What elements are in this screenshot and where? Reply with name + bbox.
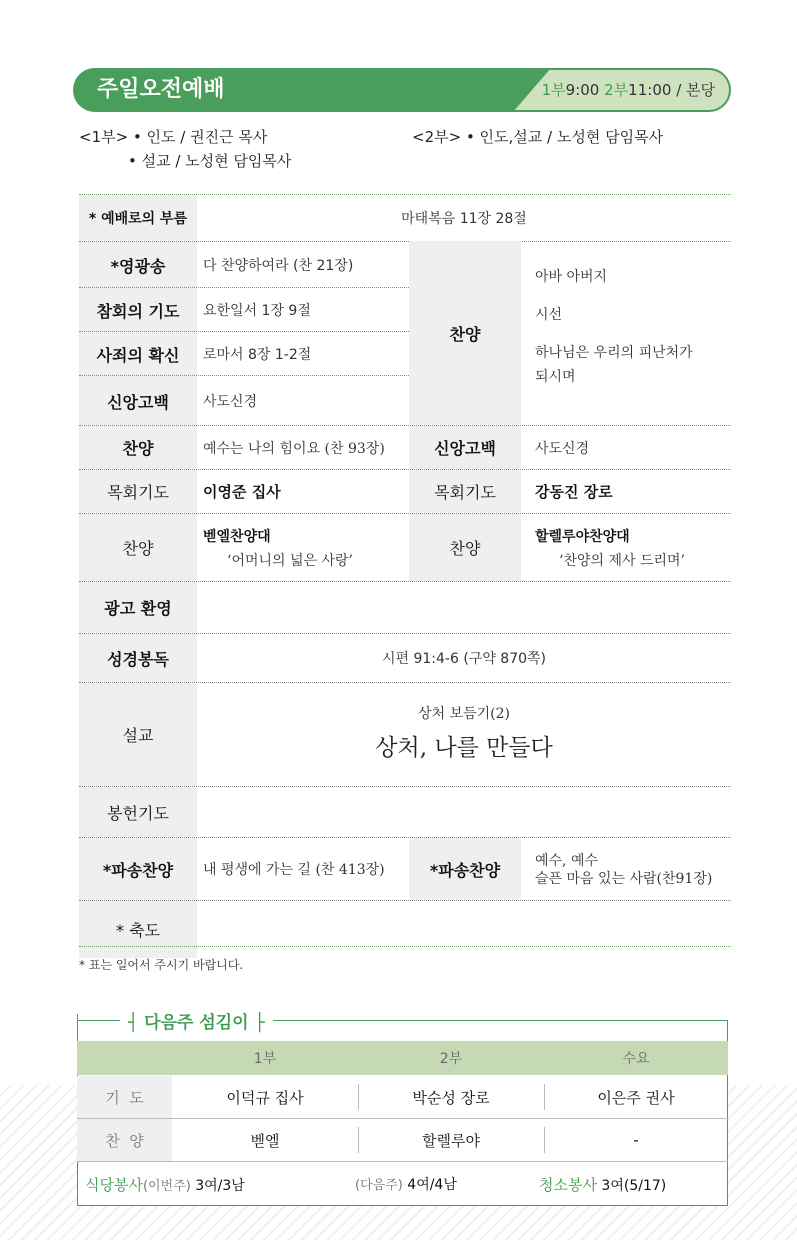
praise-songs [535, 265, 693, 389]
row-choir [79, 513, 731, 581]
choir1 [203, 526, 353, 570]
send2-line2: 슬픈 마음 있는 사람(찬91장) [535, 871, 713, 887]
value-send2 [535, 852, 712, 888]
row-creed [79, 375, 409, 426]
label-praise: 찬 양 [77, 1119, 172, 1161]
cleaning-duty [539, 1174, 666, 1195]
next-week-title-text: 다음주 섬김이 [144, 1013, 249, 1033]
praise-wednesday: - [633, 1131, 639, 1149]
praise-part2: 할렐루야 [422, 1131, 480, 1150]
row-pastoral [79, 469, 731, 513]
label-scripture: 성경봉독 [79, 634, 197, 682]
row-ads [79, 581, 731, 633]
song-3-cont: 되시며 [535, 369, 576, 385]
song-3: 하나님은 우리의 피난처가 [535, 345, 693, 361]
value-creed2: 사도신경 [535, 440, 590, 457]
label-benediction: * 축도 [79, 901, 197, 958]
value-pastoral2: 강동진 장로 [535, 483, 613, 501]
row-benediction [79, 900, 731, 958]
value-scripture: 시편 91:4-6 (구약 870쪽) [381, 651, 546, 667]
header-divider [513, 68, 551, 112]
service-header [73, 68, 731, 112]
part2-time: 11:00 [628, 81, 672, 99]
praise-block [79, 241, 731, 425]
label-creed: 신앙고백 [79, 376, 197, 426]
col-wednesday: 수요 [622, 1051, 650, 1067]
song-2: 시선 [535, 307, 563, 323]
label-call: * 예배로의 부름 [79, 195, 197, 241]
choir2 [535, 526, 685, 570]
order-bottom-line [79, 946, 731, 947]
label-repent: 참회의 기도 [79, 288, 197, 332]
prayer-wednesday: 이은주 권사 [597, 1088, 675, 1107]
sermon-series: 상처 보듬기(2) [418, 706, 510, 722]
label-ads: 광고 환영 [79, 582, 197, 633]
label-send1: *파송찬양 [79, 838, 197, 900]
row-offering [79, 786, 731, 837]
value-absolution: 로마서 8장 1-2절 [203, 347, 312, 363]
label-hymn: 찬양 [79, 426, 197, 469]
service-title: 주일오전예배 [73, 68, 513, 112]
choir1-song: ‘어머니의 넓은 사랑’ [227, 553, 353, 569]
cleaning-value: 3여(5/17) [601, 1178, 667, 1194]
sermon-title: 상처, 나를 만들다 [375, 735, 553, 761]
part1-sermon: • 설교 / 노성현 담임목사 [128, 152, 292, 170]
label-offering: 봉헌기도 [79, 787, 197, 837]
cleaning-label: 청소봉사 [539, 1176, 597, 1194]
label-absolution: 사죄의 확신 [79, 332, 197, 376]
row-sermon [79, 682, 731, 786]
label-prayer: 기 도 [77, 1076, 172, 1118]
row-hymn [79, 425, 731, 469]
row-absolution [79, 331, 409, 376]
value-call: 마태복음 11장 28절 [401, 211, 527, 227]
part1-leader: <1부> • 인도 / 권진근 목사 [79, 128, 268, 146]
choir1-name: 벧엘찬양대 [203, 529, 271, 545]
row-call [79, 194, 731, 241]
value-pastoral1: 이영준 집사 [203, 483, 281, 501]
col-part1: 1부 [253, 1051, 277, 1067]
box-corner [77, 1014, 78, 1026]
part2-label: 2부 [604, 81, 629, 99]
label-sermon: 설교 [79, 683, 197, 786]
part2-leader: <2부> • 인도,설교 / 노성현 담임목사 [412, 128, 664, 146]
part1-time: 9:00 [565, 81, 600, 99]
value-repent: 요한일서 1장 9절 [203, 303, 311, 319]
order-of-worship [79, 194, 731, 241]
prayer-part2: 박순성 장로 [412, 1088, 490, 1107]
standing-note: * 표는 일어서 주시기 바랍니다. [79, 958, 244, 972]
song-1: 아바 아버지 [535, 269, 608, 285]
value-hymn: 예수는 나의 힘이요 (찬 93장) [203, 440, 385, 457]
label-praise-mid: 찬양 [409, 241, 521, 425]
label-choir1: 찬양 [79, 514, 197, 581]
label-pastoral2: 목회기도 [409, 470, 521, 513]
part1-label: 1부 [541, 81, 566, 99]
kitchen-label: 식당봉사 [85, 1176, 143, 1194]
next-week-label: (다음주) [355, 1178, 403, 1193]
choir2-song: ‘찬양의 제사 드리며’ [559, 553, 685, 569]
label-pastoral1: 목회기도 [79, 470, 197, 513]
row-prayer [77, 1076, 728, 1119]
value-creed: 사도신경 [203, 394, 258, 410]
row-praise [77, 1119, 728, 1162]
label-glory: *영광송 [79, 242, 197, 288]
label-creed2: 신앙고백 [409, 426, 521, 469]
location: / 본당 [676, 81, 715, 99]
row-repent [79, 287, 409, 332]
value-send1: 내 평생에 가는 길 (찬 413장) [203, 862, 385, 878]
this-week-value: 3여/3남 [195, 1178, 245, 1194]
praise-part1: 벧엘 [250, 1131, 280, 1150]
col-part2: 2부 [439, 1051, 463, 1067]
value-glory: 다 찬양하여라 (찬 21장) [203, 258, 354, 274]
label-choir2: 찬양 [409, 514, 521, 581]
sermon [197, 703, 731, 762]
choir2-name: 할렐루야찬양대 [535, 529, 630, 545]
next-week-duty [355, 1174, 457, 1194]
next-week-value: 4여/4남 [407, 1177, 457, 1193]
kitchen-duty [85, 1174, 245, 1195]
next-week-title: ┤ 다음주 섬김이 ├ [120, 1008, 273, 1033]
row-scripture [79, 633, 731, 682]
service-duty-row [77, 1162, 728, 1204]
next-week-header [77, 1041, 728, 1075]
send2-line1: 예수, 예수 [535, 853, 598, 869]
order-lower [79, 425, 731, 958]
this-week-label: (이번주) [142, 1179, 191, 1194]
label-send2: *파송찬양 [409, 838, 521, 900]
row-send [79, 837, 731, 900]
prayer-part1: 이덕규 집사 [226, 1088, 304, 1107]
